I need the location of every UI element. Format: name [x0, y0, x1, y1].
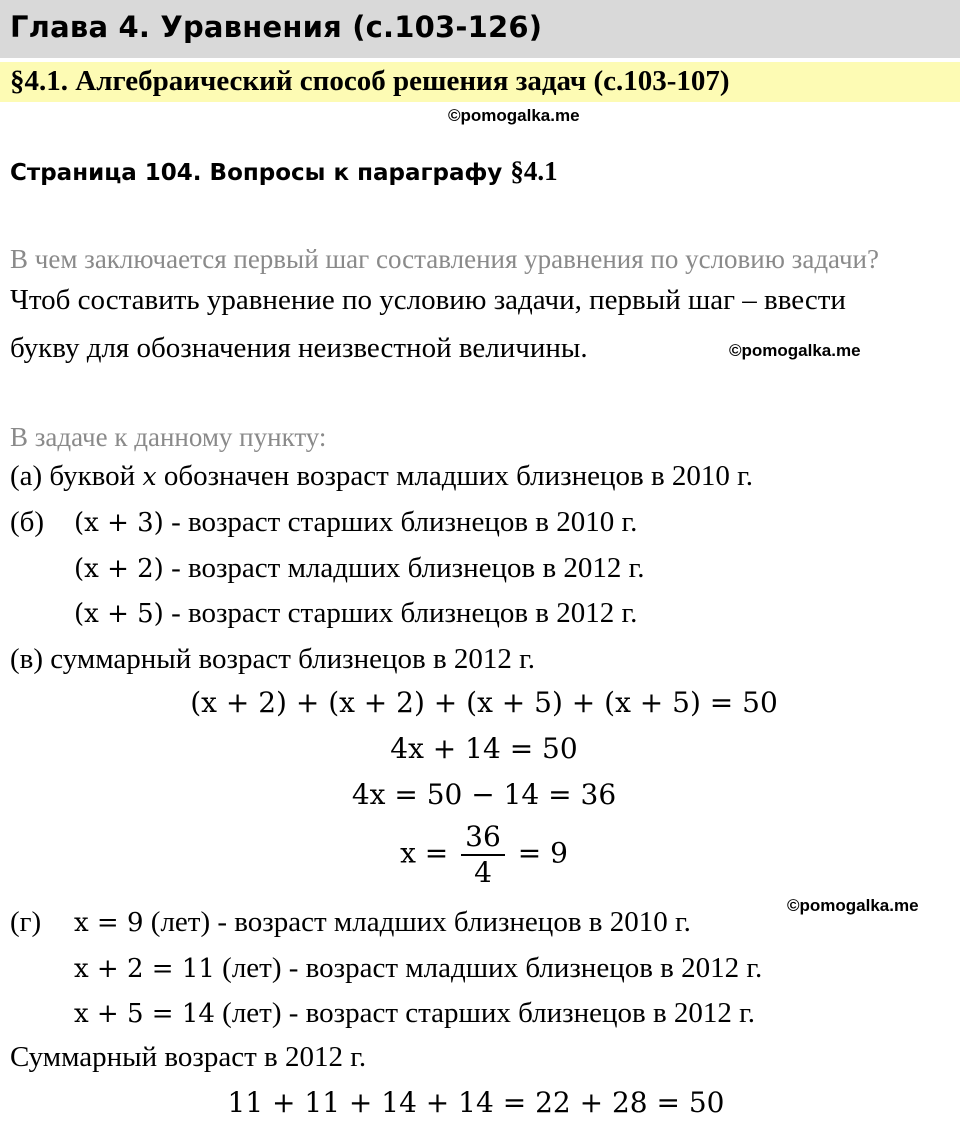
fraction-rhs: = 9	[517, 836, 568, 870]
answer-b-row	[74, 552, 645, 585]
answer-a-text: обозначен возраст младших близнецов в 2010 г.	[163, 460, 754, 492]
sum-equation: 11 + 11 + 14 + 14 = 22 + 28 = 50	[227, 1086, 725, 1119]
answer-v-label: (в) суммарный возраст близнецов в 2012 г.	[10, 643, 536, 675]
chapter-title: Глава 4. Уравнения (с.103-126)	[10, 10, 543, 44]
watermark: ©pomogalka.me	[448, 106, 580, 125]
question-1-answer-line-1: Чтоб составить уравнение по условию задачи, первый шаг – ввести	[10, 284, 846, 316]
question-1-prompt: В чем заключается первый шаг составления уравнения по условию задачи?	[10, 244, 879, 274]
watermark: ©pomogalka.me	[729, 341, 861, 360]
math-expression: x + 2 = 11	[74, 954, 215, 984]
row-text: (лет) - возраст младших близнецов в 2010 г.	[150, 906, 691, 938]
question-2-prompt: В задаче к данному пункту:	[10, 422, 327, 452]
row-text: (лет) - возраст старших близнецов в 2012 г.	[222, 997, 756, 1029]
row-text: - возраст старших близнецов в 2010 г.	[171, 506, 638, 538]
fraction-equation	[4, 820, 960, 890]
page-heading-section: §4.1	[510, 156, 558, 186]
section-title: §4.1. Алгебраический способ решения задач (с.103-107)	[10, 65, 730, 97]
row-text: (лет) - возраст младших близнецов в 2012 г.	[222, 952, 763, 984]
sum-label: Суммарный возраст в 2012 г.	[10, 1041, 367, 1073]
question-1-answer-line-2: букву для обозначения неизвестной величины.	[10, 332, 588, 364]
answer-g-row	[74, 906, 691, 939]
math-expression: (x + 2)	[74, 554, 164, 584]
equation: (x + 2) + (x + 2) + (x + 5) + (x + 5) = 50	[190, 686, 778, 719]
math-expression: (x + 5)	[74, 599, 164, 629]
answer-g-row	[74, 952, 762, 985]
fraction	[461, 820, 505, 890]
math-expression: (x + 3)	[74, 508, 164, 538]
math-expression: x + 5 = 14	[74, 999, 215, 1029]
answer-a	[10, 460, 753, 493]
variable-x: x	[142, 462, 157, 491]
answer-g-row	[74, 997, 755, 1030]
math-expression: x = 9	[74, 908, 144, 938]
row-text: - возраст младших близнецов в 2012 г.	[171, 552, 645, 584]
page-heading	[10, 156, 558, 187]
fraction-denominator: 4	[474, 856, 492, 889]
fraction-numerator: 36	[461, 820, 505, 856]
answer-b-label: (б)	[10, 506, 45, 538]
answer-b-row	[74, 506, 637, 539]
row-text: - возраст старших близнецов в 2012 г.	[171, 597, 638, 629]
answer-b-row	[74, 597, 637, 630]
watermark: ©pomogalka.me	[787, 896, 919, 915]
fraction-lhs: x =	[400, 836, 449, 870]
answer-a-label: (а) буквой	[10, 460, 136, 492]
equation: 4x + 14 = 50	[390, 732, 578, 765]
equation: 4x = 50 − 14 = 36	[351, 778, 617, 811]
page-heading-text: Страница 104. Вопросы к параграфу	[10, 160, 503, 186]
answer-g-label: (г)	[10, 906, 42, 938]
